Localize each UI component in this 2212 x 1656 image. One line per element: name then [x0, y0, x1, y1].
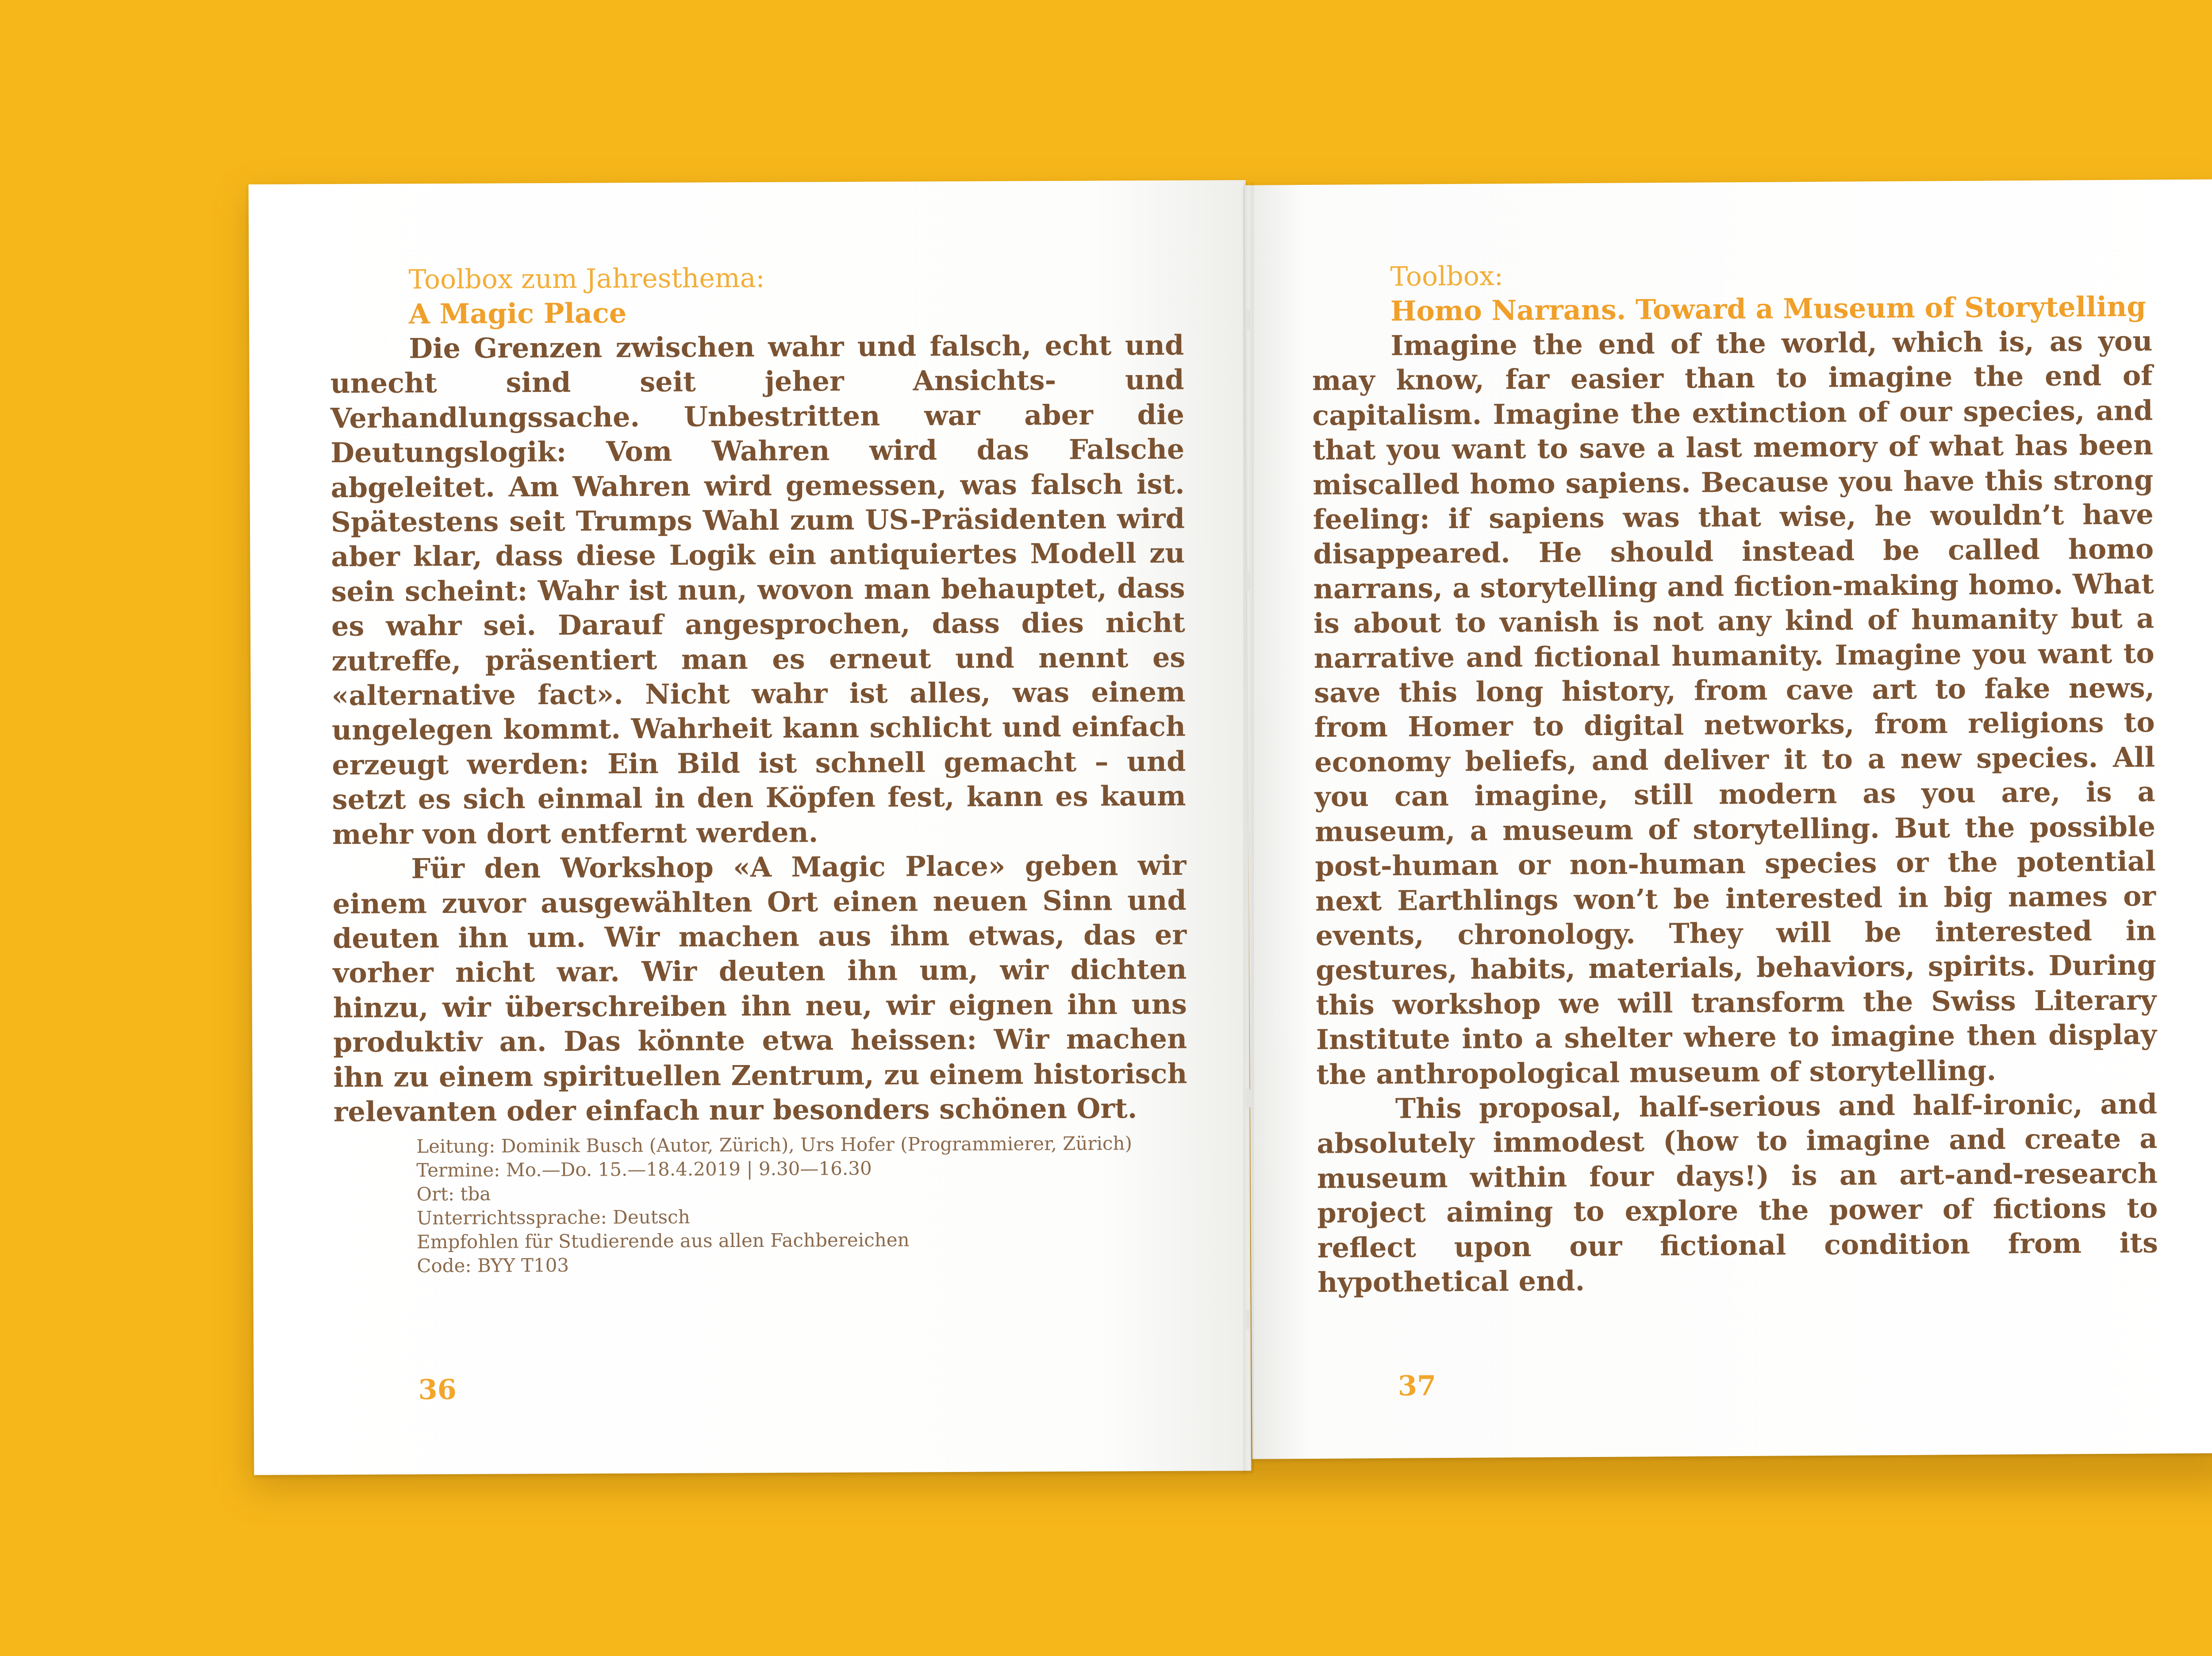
- workshop-details: [416, 1131, 1133, 1278]
- left-paragraph-1: Die Grenzen zwischen wahr und falsch, echt und unecht sind seit jeher Ansichts- und Verhandlungssache. Unbestritten war aber die Deutungslogik: Vom Wahren wird das Falsche abgeleitet. Am Wahren wird gemessen, was falsch ist. Spätestens seit Trumps Wahl zum US-Präsidenten wird aber klar, dass diese Logik ein antiquiertes Modell zu sein scheint: Wahr ist nun, wovon man behauptet, dass es wahr sei. Darauf angesprochen, dass dies nicht zutreffe, präsentiert man es erneut und nennt es «alternative fact». Nicht wahr ist alles, was einem ungelegen kommt. Wahrheit kann schlicht und einfach erzeugt werden: Ein Bild ist schnell gemacht – und setzt es sich einmal in den Köpfen fest, kann es kaum mehr von dort entfernt werden.: [330, 329, 1186, 851]
- meta-leitung: Leitung: Dominik Busch (Autor, Zürich), Urs Hofer (Programmierer, Zürich): [416, 1132, 1133, 1158]
- right-title: Homo Narrans. Toward a Museum of Storytelling: [1390, 290, 2146, 327]
- meta-code: Code: BYY T103: [417, 1254, 569, 1277]
- meta-empfohlen: Empfohlen für Studierende aus allen Fachbereichen: [416, 1229, 910, 1253]
- right-paragraph-2: This proposal, half-serious and half-ironic, and absolutely immodest (how to imagine and create a museum within four days!) is an art-and-research project aiming to explore the power of fictions to reflect upon our fictional condition from its hypothetical end.: [1317, 1088, 2158, 1299]
- binding-stitch: [1246, 1309, 1250, 1330]
- meta-ort: Ort: tba: [416, 1183, 491, 1205]
- right-page: [1244, 179, 2212, 1459]
- binding-stitch: [1246, 310, 1250, 330]
- right-label: Toolbox:: [1390, 261, 1504, 292]
- left-page: [249, 180, 1252, 1475]
- left-label: Toolbox zum Jahresthema:: [408, 262, 765, 295]
- left-paragraph-2: Für den Workshop «A Magic Place» geben wir einem zuvor ausgewählten Ort einen neuen Sinn und deuten ihn um. Wir machen aus ihm etwas, das er vorher nicht war. Wir deuten ihn um, wir dichten hinzu, wir überschreiben ihn neu, wir eignen ihn uns produktiv an. Das könnte etwa heissen: Wir machen ihn zu einem spirituellen Zentrum, zu einem historisch relevanten oder einfach nur besonders schönen Ort.: [332, 849, 1187, 1128]
- right-body: [1312, 324, 2158, 1300]
- right-text-block: [1311, 255, 2158, 1300]
- page-number-right: 37: [1398, 1369, 1436, 1402]
- left-title: A Magic Place: [408, 297, 627, 330]
- page-number-left: 36: [418, 1373, 457, 1406]
- right-paragraph-1: Imagine the end of the world, which is, as you may know, far easier than to imagine the end of capitalism. Imagine the extinction of our species, and that you want to save a last memory of what has been miscalled homo sapiens. Because you have this strong feeling: if sapiens was that wise, he wouldn’t have disappeared. He should instead be called homo narrans, a storytelling and fiction-making homo. What is about to vanish is not any kind of humanity but a narrative and fictional humanity. Imagine you want to save this long history, from cave art to fake news, from Homer to digital networks, from religions to economy beliefs, and deliver it to a new species. All you can imagine, still modern as you are, is a museum, a museum of storytelling. But the possible post-human or non-human species or the potential next Earthlings won’t be interested in big names or events, chronology. They will be interested in gestures, habits, materials, behaviors, spirits. During this workshop we will transform the Swiss Literary Institute into a shelter where to imagine then display the anthropological museum of storytelling.: [1312, 325, 2157, 1091]
- binding-stitch: [1246, 832, 1250, 852]
- binding-stitch: [1246, 1088, 1250, 1108]
- meta-sprache: Unterrichtssprache: Deutsch: [416, 1206, 690, 1229]
- binding-stitch: [1246, 571, 1250, 591]
- left-text-block: [330, 259, 1187, 1130]
- book-spine: [1243, 182, 1254, 1473]
- meta-termine: Termine: Mo.—Do. 15.—18.4.2019 | 9.30—16.30: [416, 1157, 872, 1181]
- left-body: [330, 328, 1187, 1130]
